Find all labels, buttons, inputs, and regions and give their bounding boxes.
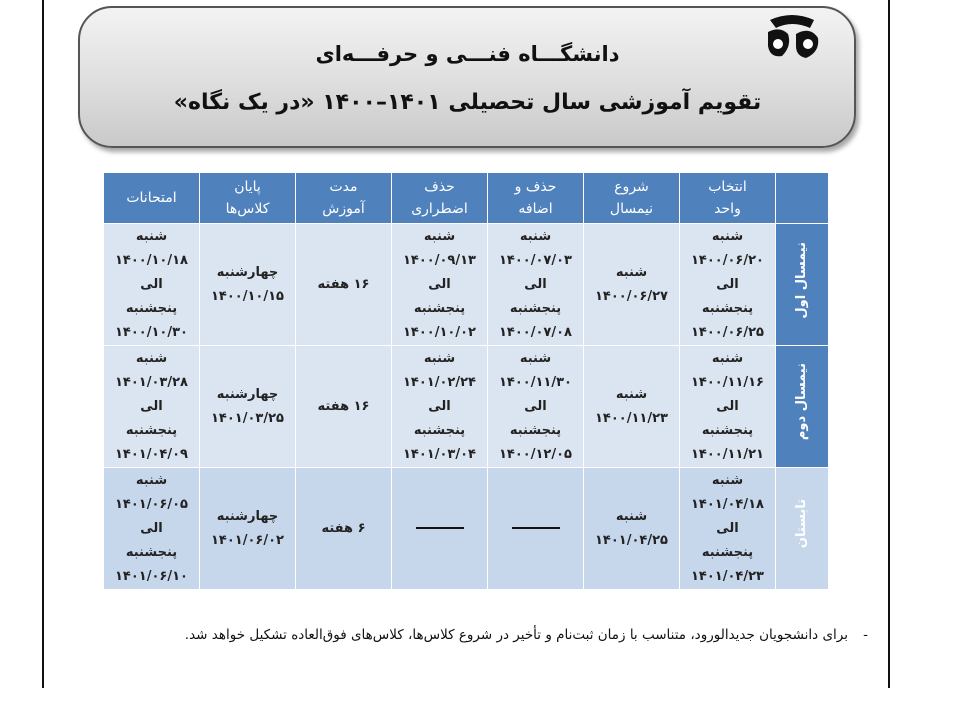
- cell-line: حذف: [424, 179, 455, 195]
- cell-line: الی: [428, 398, 451, 414]
- table-cell: [680, 468, 776, 590]
- cell-line: شنبه: [423, 350, 456, 366]
- cell-line: پنجشنبه: [413, 422, 466, 438]
- cell-line: ۱۴۰۰/۰۷/۰۸: [499, 324, 572, 340]
- table-cell: [200, 346, 296, 468]
- cell-line: ۱۴۰۰/۰۶/۲۵: [691, 324, 764, 340]
- cell-line: ۱۴۰۰/۱۰/۰۲: [403, 324, 476, 340]
- cell-line: شنبه: [519, 228, 552, 244]
- page-title: دانشگـــاه فنـــی و حرفـــه‌ای: [315, 42, 620, 66]
- table-row: [104, 346, 829, 468]
- cell-line: ۱۴۰۰/۱۱/۱۶: [691, 374, 764, 390]
- table-cell: [680, 346, 776, 468]
- table-cell: [584, 224, 680, 346]
- cell-line: پنجشنبه: [701, 422, 754, 438]
- row-label: [776, 346, 829, 468]
- column-header: [584, 173, 680, 224]
- cell-line: ۱۴۰۰/۱۰/۳۰: [115, 324, 188, 340]
- table-header-row: [104, 173, 829, 224]
- table-cell: [488, 468, 584, 590]
- row-label-text: نیمسال دوم: [794, 363, 809, 441]
- cell-line: الی: [140, 276, 163, 292]
- cell-line: شنبه: [135, 350, 168, 366]
- cell-line: ۱۴۰۱/۰۴/۲۵: [595, 532, 668, 548]
- cell-line: شنبه: [711, 228, 744, 244]
- cell-line: ۱۶ هفته: [317, 398, 370, 414]
- column-header: [200, 173, 296, 224]
- cell-line: ۱۴۰۱/۰۳/۰۴: [403, 446, 476, 462]
- cell-line: شنبه: [135, 472, 168, 488]
- page-subtitle: تقویم آموزشی سال تحصیلی ۱۴۰۱–۱۴۰۰ «در یک نگاه»: [173, 90, 762, 115]
- cell-line: پایان: [234, 179, 261, 195]
- table-cell: [584, 468, 680, 590]
- cell-line: ۱۴۰۰/۱۱/۲۱: [691, 446, 764, 462]
- cell-line: ۱۴۰۱/۰۶/۰۲: [211, 532, 284, 548]
- table-cell: [392, 224, 488, 346]
- row-label: [776, 468, 829, 590]
- table-cell: [680, 224, 776, 346]
- table-cell: [104, 346, 200, 468]
- cell-line: الی: [524, 276, 547, 292]
- cell-line: ۶ هفته: [321, 520, 366, 536]
- cell-line: اضافه: [518, 201, 553, 217]
- academic-calendar-table: [103, 172, 829, 590]
- cell-line: ۱۴۰۰/۰۶/۲۷: [595, 288, 668, 304]
- cell-line: چهارشنبه: [216, 508, 279, 524]
- cell-line: شنبه: [711, 350, 744, 366]
- footnote-text: برای دانشجویان جدیدالورود، متناسب با زمان ثبت‌نام و تأخیر در شروع کلاس‌ها، کلاس‌های فوق‌العاده تشکیل خواهد شد.: [184, 627, 848, 643]
- cell-line: ۱۴۰۰/۰۷/۰۳: [499, 252, 572, 268]
- cell-line: ۱۴۰۰/۱۲/۰۵: [499, 446, 572, 462]
- cell-line: شنبه: [519, 350, 552, 366]
- cell-line: پنجشنبه: [413, 300, 466, 316]
- table-cell: [488, 346, 584, 468]
- table-cell: [296, 346, 392, 468]
- empty-dash: [416, 527, 464, 529]
- cell-line: آموزش: [322, 201, 365, 217]
- column-header: [296, 173, 392, 224]
- page-border-right: [888, 0, 890, 688]
- cell-line: ۱۶ هفته: [317, 276, 370, 292]
- cell-line: ۱۴۰۰/۱۰/۱۵: [211, 288, 284, 304]
- table-row: [104, 468, 829, 590]
- cell-line: واحد: [714, 201, 741, 217]
- cell-line: الی: [428, 276, 451, 292]
- cell-line: ۱۴۰۱/۰۳/۲۸: [115, 374, 188, 390]
- cell-line: پنجشنبه: [509, 300, 562, 316]
- table-cell: [104, 224, 200, 346]
- header-banner: [78, 6, 856, 148]
- cell-line: الی: [524, 398, 547, 414]
- cell-line: چهارشنبه: [216, 264, 279, 280]
- row-label-text: تابستان: [794, 499, 809, 549]
- row-label-text: نیمسال اول: [794, 241, 809, 319]
- cell-line: الی: [140, 398, 163, 414]
- cell-line: الی: [140, 520, 163, 536]
- cell-line: پنجشنبه: [509, 422, 562, 438]
- cell-line: اضطراری: [411, 201, 468, 217]
- cell-line: شنبه: [135, 228, 168, 244]
- table-row: [104, 224, 829, 346]
- cell-line: کلاس‌ها: [225, 201, 270, 217]
- table-cell: [200, 224, 296, 346]
- cell-line: ۱۴۰۱/۰۶/۰۵: [115, 496, 188, 512]
- cell-line: ۱۴۰۱/۰۴/۲۳: [691, 568, 764, 584]
- cell-line: الی: [716, 398, 739, 414]
- cell-line: ۱۴۰۱/۰۴/۰۹: [115, 446, 188, 462]
- cell-line: پنجشنبه: [125, 300, 178, 316]
- footnote-bullet: -: [863, 627, 868, 643]
- column-header: [104, 173, 200, 224]
- cell-line: الی: [716, 276, 739, 292]
- cell-line: پنجشنبه: [125, 544, 178, 560]
- column-header: [392, 173, 488, 224]
- cell-line: ۱۴۰۰/۰۹/۱۳: [403, 252, 476, 268]
- column-header: [680, 173, 776, 224]
- table-cell: [296, 224, 392, 346]
- cell-line: ۱۴۰۰/۱۱/۲۳: [595, 410, 668, 426]
- cell-line: شنبه: [711, 472, 744, 488]
- column-header: [488, 173, 584, 224]
- cell-line: ۱۴۰۰/۰۶/۲۰: [691, 252, 764, 268]
- table-cell: [200, 468, 296, 590]
- cell-line: ۱۴۰۱/۰۶/۱۰: [115, 568, 188, 584]
- cell-line: مدت: [329, 179, 358, 195]
- table-corner-cell: [776, 173, 829, 224]
- cell-line: حذف و: [514, 179, 557, 195]
- cell-line: ۱۴۰۱/۰۴/۱۸: [691, 496, 764, 512]
- table-cell: [104, 468, 200, 590]
- page-border-left: [42, 0, 44, 688]
- cell-line: ۱۴۰۱/۰۲/۲۴: [403, 374, 476, 390]
- table-cell: [392, 346, 488, 468]
- cell-line: ۱۴۰۱/۰۳/۲۵: [211, 410, 284, 426]
- footnote: [110, 620, 868, 650]
- cell-line: پنجشنبه: [125, 422, 178, 438]
- cell-line: انتخاب: [708, 179, 747, 195]
- cell-line: امتحانات: [126, 190, 177, 206]
- cell-line: شنبه: [615, 264, 648, 280]
- table-cell: [392, 468, 488, 590]
- cell-line: ۱۴۰۰/۱۰/۱۸: [115, 252, 188, 268]
- cell-line: ۱۴۰۰/۱۱/۳۰: [499, 374, 572, 390]
- cell-line: شروع: [614, 179, 649, 195]
- table-cell: [584, 346, 680, 468]
- table-cell: [488, 224, 584, 346]
- cell-line: شنبه: [615, 508, 648, 524]
- cell-line: شنبه: [423, 228, 456, 244]
- cell-line: الی: [716, 520, 739, 536]
- cell-line: پنجشنبه: [701, 544, 754, 560]
- table-cell: [296, 468, 392, 590]
- cell-line: پنجشنبه: [701, 300, 754, 316]
- row-label: [776, 224, 829, 346]
- cell-line: نیمسال: [609, 201, 654, 217]
- cell-line: چهارشنبه: [216, 386, 279, 402]
- cell-line: شنبه: [615, 386, 648, 402]
- empty-dash: [512, 527, 560, 529]
